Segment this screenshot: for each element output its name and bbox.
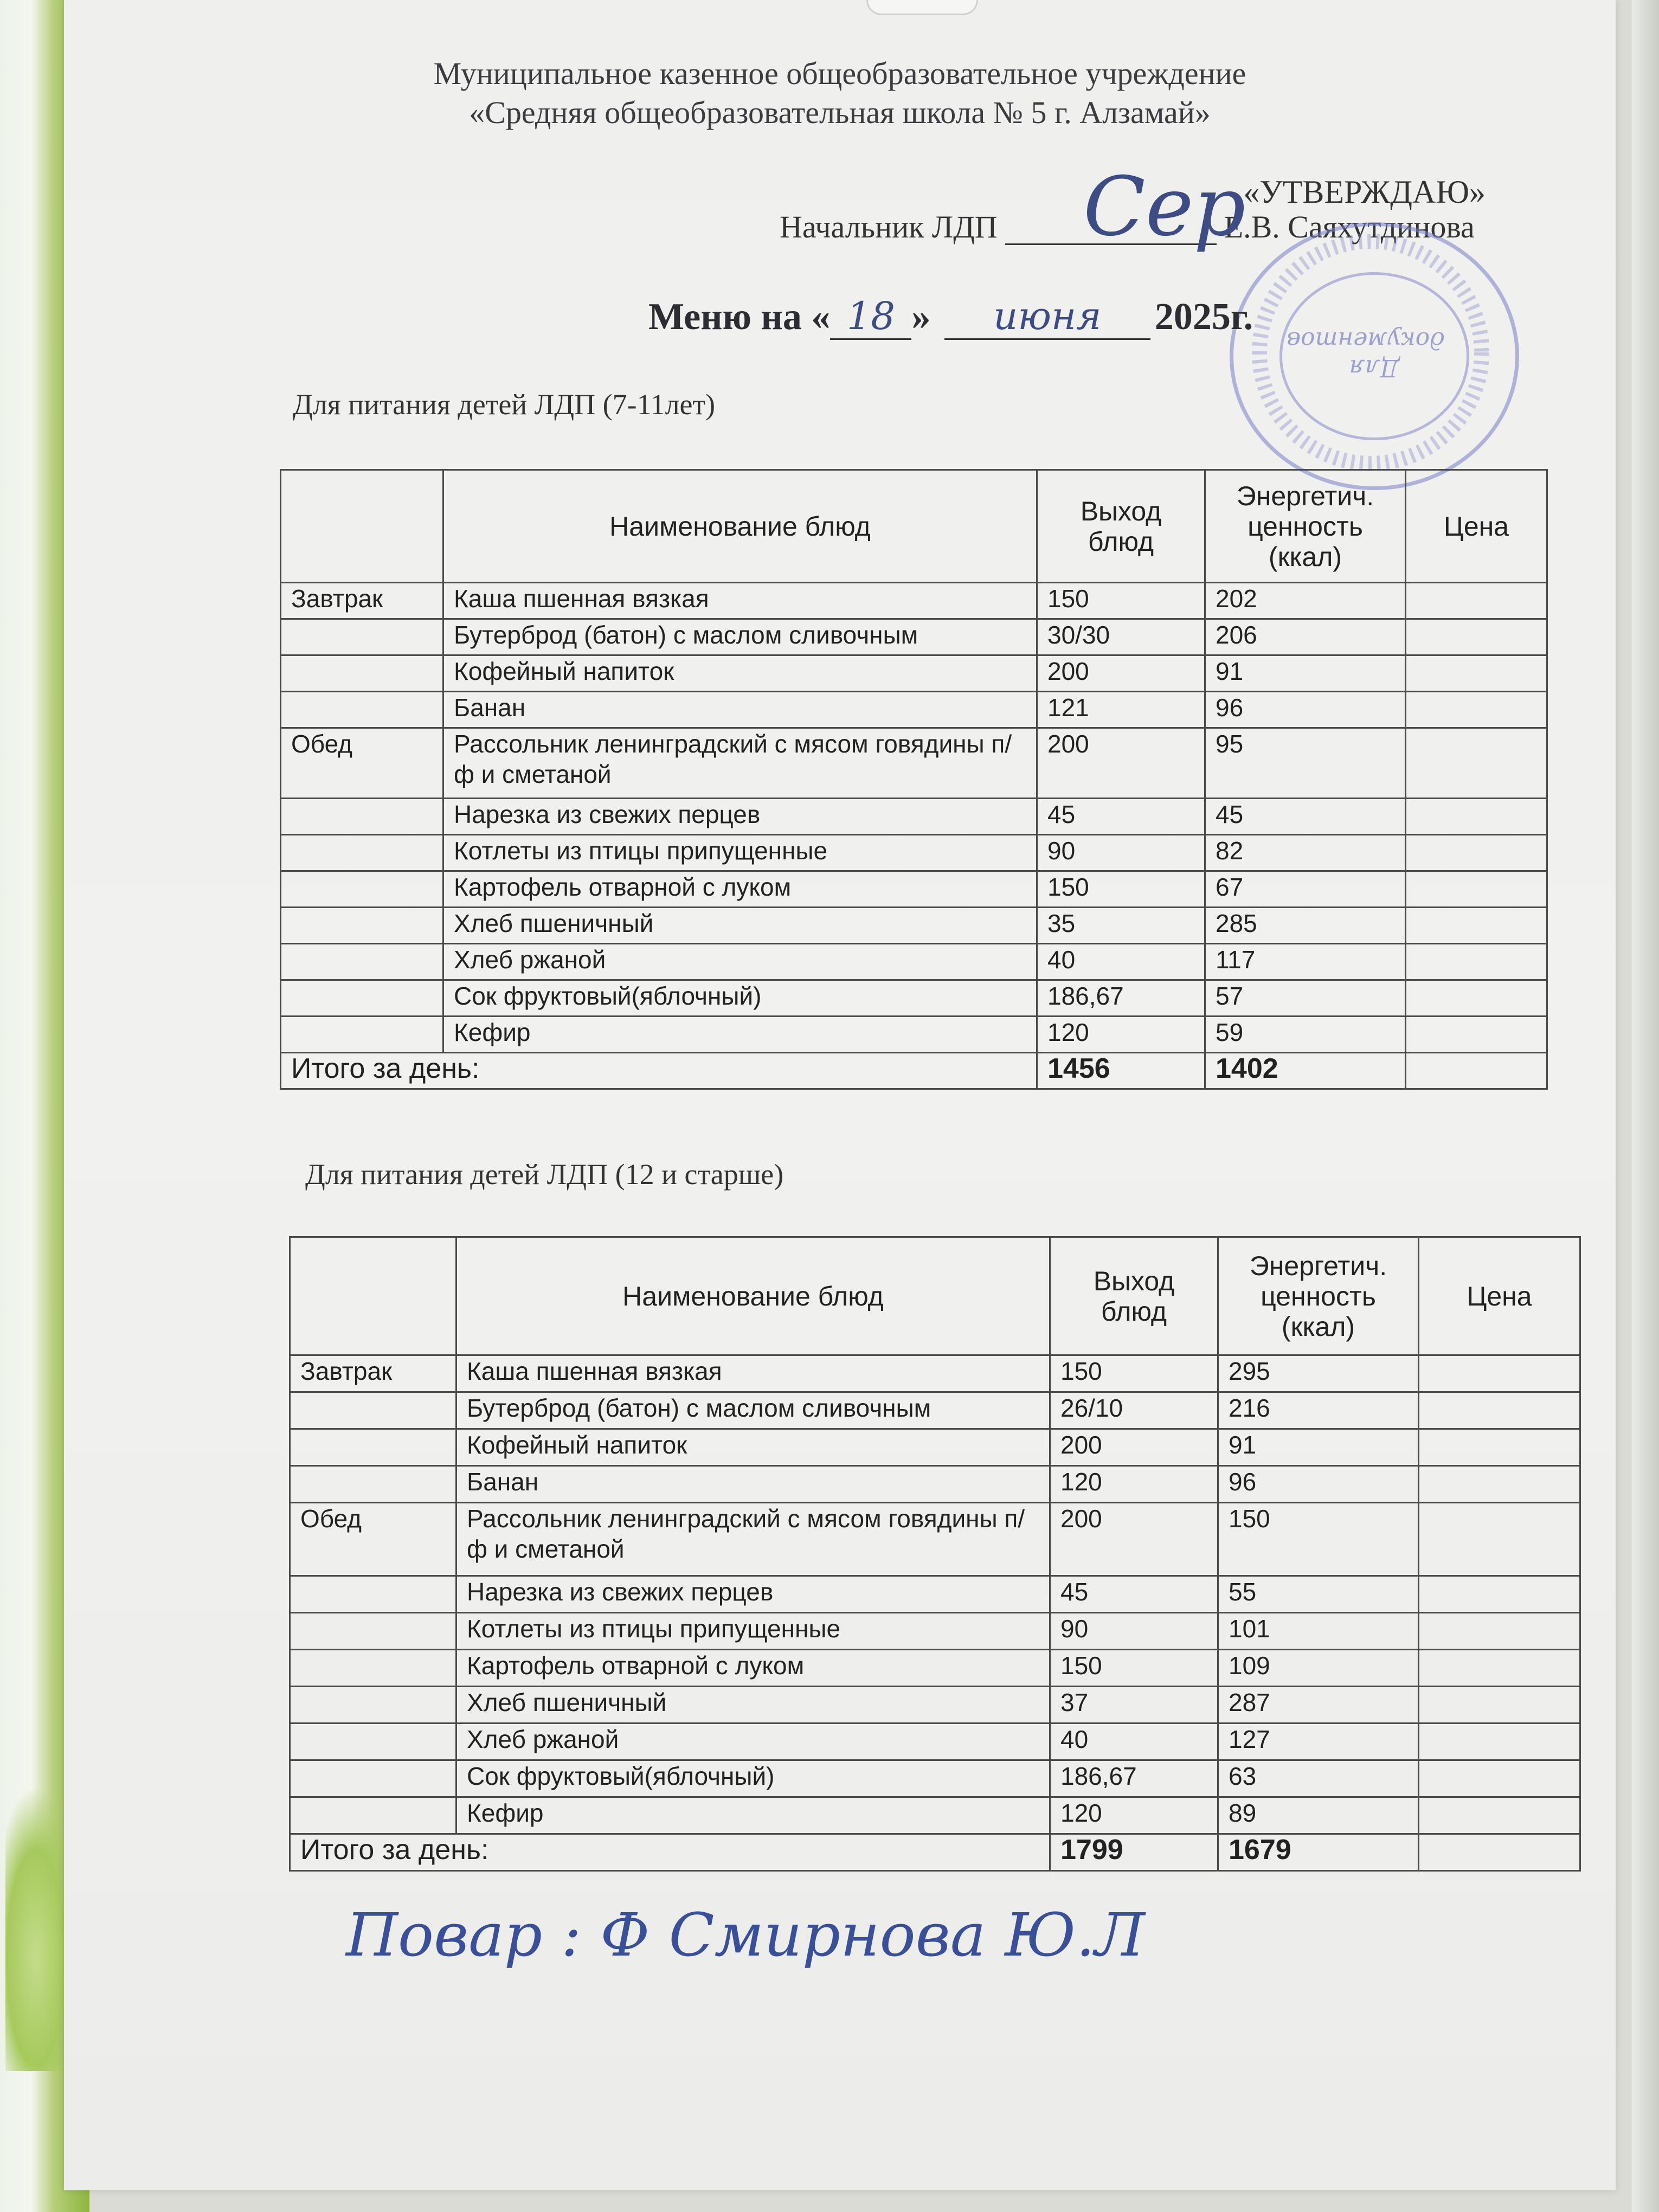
cell-dish: Котлеты из птицы припущенные xyxy=(456,1613,1050,1650)
cell-dish: Картофель отварной с луком xyxy=(456,1650,1050,1687)
cell-yield: 30/30 xyxy=(1037,619,1205,655)
menu-title xyxy=(648,294,1253,340)
cell-meal xyxy=(290,1687,456,1724)
cell-yield: 120 xyxy=(1050,1797,1218,1834)
header-dish: Наименование блюд xyxy=(456,1237,1050,1355)
cell-yield: 200 xyxy=(1050,1503,1218,1576)
cell-energy: 216 xyxy=(1218,1392,1419,1429)
cell-price xyxy=(1419,1576,1580,1613)
cell-meal xyxy=(281,908,443,944)
cell-dish: Сок фруктовый(яблочный) xyxy=(443,980,1037,1017)
cell-dish: Бутерброд (батон) с маслом сливочным xyxy=(443,619,1037,655)
title-month: июня xyxy=(944,294,1150,340)
cell-energy: 82 xyxy=(1205,835,1406,871)
total-label: Итого за день: xyxy=(290,1834,1050,1871)
cell-dish: Кофейный напиток xyxy=(456,1429,1050,1466)
header-dish: Наименование блюд xyxy=(443,470,1037,583)
cell-price xyxy=(1419,1650,1580,1687)
cell-dish: Хлеб ржаной xyxy=(456,1724,1050,1760)
cell-dish: Кефир xyxy=(443,1017,1037,1053)
cell-energy: 202 xyxy=(1205,583,1406,619)
cell-energy: 55 xyxy=(1218,1576,1419,1613)
table-row xyxy=(290,1355,1580,1392)
cell-yield: 120 xyxy=(1050,1466,1218,1503)
cell-yield: 200 xyxy=(1050,1429,1218,1466)
cell-energy: 127 xyxy=(1218,1724,1419,1760)
cell-price xyxy=(1419,1724,1580,1760)
cell-dish: Нарезка из свежих перцев xyxy=(443,799,1037,835)
cell-meal: Обед xyxy=(290,1503,456,1576)
table-header-row xyxy=(281,470,1547,583)
cell-yield: 186,67 xyxy=(1050,1760,1218,1797)
chief-signature: Сер xyxy=(1083,160,1246,254)
table-row xyxy=(281,619,1547,655)
cell-yield: 90 xyxy=(1037,835,1205,871)
cell-energy: 117 xyxy=(1205,944,1406,980)
cell-meal xyxy=(290,1613,456,1650)
cell-yield: 121 xyxy=(1037,692,1205,728)
menu-document xyxy=(64,0,1616,2190)
table-row xyxy=(290,1576,1580,1613)
cell-meal xyxy=(290,1392,456,1429)
cell-meal xyxy=(290,1466,456,1503)
cell-meal xyxy=(281,871,443,908)
cell-yield: 45 xyxy=(1037,799,1205,835)
cell-energy: 150 xyxy=(1218,1503,1419,1576)
cell-dish: Кофейный напиток xyxy=(443,655,1037,692)
cell-energy: 89 xyxy=(1218,1797,1419,1834)
cell-meal xyxy=(281,799,443,835)
cell-yield: 40 xyxy=(1050,1724,1218,1760)
cell-dish: Каша пшенная вязкая xyxy=(443,583,1037,619)
cell-price xyxy=(1419,1613,1580,1650)
cell-dish: Хлеб пшеничный xyxy=(456,1687,1050,1724)
menu-table-senior xyxy=(289,1236,1581,1872)
cell-price xyxy=(1406,728,1547,799)
cell-price xyxy=(1419,1760,1580,1797)
cell-dish: Рассольник ленинградский с мясом говядины п/ф и сметаной xyxy=(443,728,1037,799)
cell-price xyxy=(1419,1687,1580,1724)
cell-yield: 150 xyxy=(1050,1650,1218,1687)
cell-yield: 150 xyxy=(1037,871,1205,908)
chief-label: Начальник ЛДП xyxy=(780,209,998,245)
cell-price xyxy=(1406,692,1547,728)
cell-price xyxy=(1406,619,1547,655)
cell-yield: 90 xyxy=(1050,1613,1218,1650)
header-energy: Энергетич. ценность (ккал) xyxy=(1205,470,1406,583)
cell-energy: 206 xyxy=(1205,619,1406,655)
cell-meal xyxy=(281,692,443,728)
cell-meal xyxy=(290,1650,456,1687)
cell-meal xyxy=(290,1724,456,1760)
cell-yield: 35 xyxy=(1037,908,1205,944)
table-row xyxy=(281,835,1547,871)
cell-energy: 101 xyxy=(1218,1613,1419,1650)
title-year: 2025г. xyxy=(1154,296,1253,338)
seal-center-text: Для документов xyxy=(1287,326,1445,382)
cell-energy: 59 xyxy=(1205,1017,1406,1053)
cell-dish: Хлеб пшеничный xyxy=(443,908,1037,944)
cell-energy: 295 xyxy=(1218,1355,1419,1392)
total-price xyxy=(1406,1053,1547,1089)
table-row xyxy=(290,1392,1580,1429)
cell-price xyxy=(1406,908,1547,944)
cell-meal xyxy=(290,1797,456,1834)
cell-dish: Нарезка из свежих перцев xyxy=(456,1576,1050,1613)
cell-energy: 45 xyxy=(1205,799,1406,835)
cell-energy: 285 xyxy=(1205,908,1406,944)
cell-price xyxy=(1419,1503,1580,1576)
cell-yield: 37 xyxy=(1050,1687,1218,1724)
frame-notch xyxy=(866,0,978,15)
cell-price xyxy=(1406,944,1547,980)
cell-meal xyxy=(281,944,443,980)
menu-table-junior xyxy=(280,469,1548,1090)
cell-energy: 91 xyxy=(1205,655,1406,692)
cell-energy: 57 xyxy=(1205,980,1406,1017)
cell-dish: Сок фруктовый(яблочный) xyxy=(456,1760,1050,1797)
cell-price xyxy=(1419,1797,1580,1834)
cell-price xyxy=(1406,980,1547,1017)
table-row xyxy=(281,944,1547,980)
cell-price xyxy=(1406,583,1547,619)
cell-price xyxy=(1406,799,1547,835)
cell-dish: Каша пшенная вязкая xyxy=(456,1355,1050,1392)
title-mid: » xyxy=(911,296,931,338)
total-label: Итого за день: xyxy=(281,1053,1037,1089)
table-row xyxy=(290,1503,1580,1576)
cell-dish: Кефир xyxy=(456,1797,1050,1834)
header-price: Цена xyxy=(1406,470,1547,583)
cell-meal xyxy=(281,655,443,692)
header-meal xyxy=(290,1237,456,1355)
frame-edge-right xyxy=(1632,0,1659,2212)
cell-meal: Обед xyxy=(281,728,443,799)
table-row xyxy=(290,1724,1580,1760)
cell-meal xyxy=(281,835,443,871)
header-yield: Выход блюд xyxy=(1050,1237,1218,1355)
table-row xyxy=(290,1429,1580,1466)
round-seal xyxy=(1230,222,1519,490)
cell-dish: Рассольник ленинградский с мясом говядины п/ф и сметаной xyxy=(456,1503,1050,1576)
cell-price xyxy=(1406,835,1547,871)
cell-price xyxy=(1419,1355,1580,1392)
table-header-row xyxy=(290,1237,1580,1355)
cell-energy: 63 xyxy=(1218,1760,1419,1797)
header-yield: Выход блюд xyxy=(1037,470,1205,583)
approve-label: «УТВЕРЖДАЮ» xyxy=(1243,174,1486,210)
cell-price xyxy=(1419,1392,1580,1429)
cell-price xyxy=(1406,655,1547,692)
cell-energy: 91 xyxy=(1218,1429,1419,1466)
table-row xyxy=(281,583,1547,619)
cell-meal: Завтрак xyxy=(281,583,443,619)
table-row xyxy=(281,728,1547,799)
cell-meal xyxy=(290,1429,456,1466)
total-yield: 1799 xyxy=(1050,1834,1218,1871)
cell-yield: 40 xyxy=(1037,944,1205,980)
table-row xyxy=(290,1687,1580,1724)
cell-yield: 150 xyxy=(1050,1355,1218,1392)
section-1-subtitle: Для питания детей ЛДП (7-11лет) xyxy=(293,388,716,421)
institution-line-2: «Средняя общеобразовательная школа № 5 г. Алзамай» xyxy=(469,95,1211,130)
table-row xyxy=(290,1613,1580,1650)
table-row xyxy=(281,1017,1547,1053)
table-row xyxy=(281,871,1547,908)
table-row xyxy=(290,1797,1580,1834)
table-row xyxy=(290,1760,1580,1797)
header-meal xyxy=(281,470,443,583)
cell-price xyxy=(1419,1429,1580,1466)
cell-yield: 45 xyxy=(1050,1576,1218,1613)
total-row xyxy=(281,1053,1547,1089)
cell-yield: 120 xyxy=(1037,1017,1205,1053)
cell-energy: 96 xyxy=(1205,692,1406,728)
cell-meal: Завтрак xyxy=(290,1355,456,1392)
table-row xyxy=(281,908,1547,944)
institution-line-1: Муниципальное казенное общеобразовательное учреждение xyxy=(433,56,1246,91)
table-row xyxy=(281,980,1547,1017)
total-energy: 1679 xyxy=(1218,1834,1419,1871)
total-row xyxy=(290,1834,1580,1871)
cell-energy: 287 xyxy=(1218,1687,1419,1724)
total-energy: 1402 xyxy=(1205,1053,1406,1089)
cell-yield: 150 xyxy=(1037,583,1205,619)
header-energy: Энергетич. ценность (ккал) xyxy=(1218,1237,1419,1355)
cell-energy: 95 xyxy=(1205,728,1406,799)
cell-dish: Хлеб ржаной xyxy=(443,944,1037,980)
title-day: 18 xyxy=(830,294,911,340)
header-price: Цена xyxy=(1419,1237,1580,1355)
cell-dish: Котлеты из птицы припущенные xyxy=(443,835,1037,871)
total-price xyxy=(1419,1834,1580,1871)
cell-meal xyxy=(281,1017,443,1053)
table-row xyxy=(290,1466,1580,1503)
title-prefix: Меню на « xyxy=(648,296,831,338)
cell-yield: 200 xyxy=(1037,655,1205,692)
cell-meal xyxy=(290,1760,456,1797)
cell-energy: 109 xyxy=(1218,1650,1419,1687)
cell-energy: 67 xyxy=(1205,871,1406,908)
table-row xyxy=(290,1650,1580,1687)
table-row xyxy=(281,655,1547,692)
cook-signature: Повар : Ф Смирнова Ю.Л xyxy=(346,1900,1145,1970)
cell-price xyxy=(1406,1017,1547,1053)
cell-price xyxy=(1406,871,1547,908)
cell-dish: Банан xyxy=(443,692,1037,728)
cell-yield: 186,67 xyxy=(1037,980,1205,1017)
cell-meal xyxy=(281,980,443,1017)
cell-dish: Банан xyxy=(456,1466,1050,1503)
total-yield: 1456 xyxy=(1037,1053,1205,1089)
table-row xyxy=(281,692,1547,728)
cell-energy: 96 xyxy=(1218,1466,1419,1503)
chief-name: Е.В. Саяхутдинова xyxy=(1224,209,1475,245)
cell-yield: 200 xyxy=(1037,728,1205,799)
cell-meal xyxy=(281,619,443,655)
cell-meal xyxy=(290,1576,456,1613)
cell-dish: Картофель отварной с луком xyxy=(443,871,1037,908)
table-row xyxy=(281,799,1547,835)
cell-dish: Бутерброд (батон) с маслом сливочным xyxy=(456,1392,1050,1429)
section-2-subtitle: Для питания детей ЛДП (12 и старше) xyxy=(305,1158,784,1191)
cell-yield: 26/10 xyxy=(1050,1392,1218,1429)
cell-price xyxy=(1419,1466,1580,1503)
